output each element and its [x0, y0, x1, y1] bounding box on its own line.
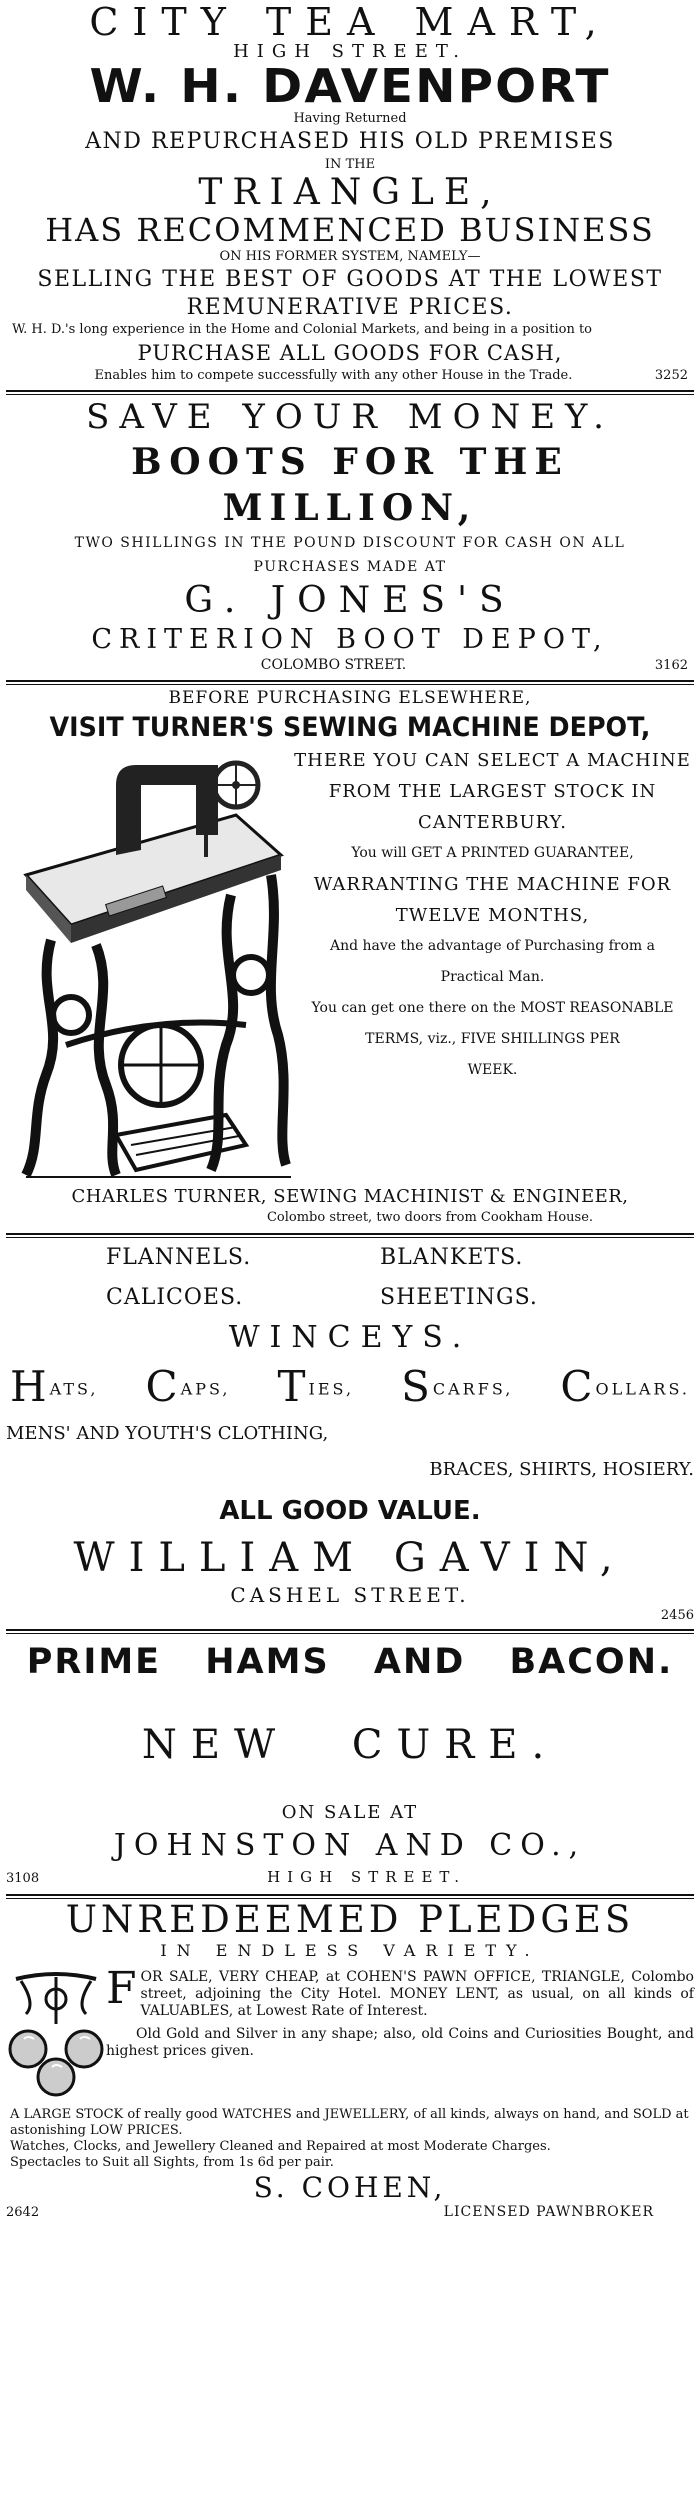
gavin-advertisement — [6, 1237, 694, 1631]
fabric-grid — [6, 1238, 694, 1318]
former-system-line: ON HIS FORMER SYSTEM, NAMELY— — [219, 249, 481, 264]
large-stock-paragraph: A LARGE STOCK of really good WATCHES and JEWELLERY, of all kinds, always on hand, and SOLD at astonishing LOW PRICES. — [10, 2107, 689, 2138]
having-returned: Having Returned — [293, 111, 407, 126]
detail-line: WARRANTING THE MACHINE FOR — [313, 874, 672, 895]
visit-turner-heading: VISIT TURNER'S SEWING MACHINE DEPOT, — [49, 712, 651, 743]
calicoes-item: CALICOES. — [106, 1285, 244, 1310]
ad-title: CITY TEA MART, — [89, 0, 611, 44]
sale-paragraph: OR SALE, VERY CHEAP, at COHEN'S PAWN OFFICE, TRIANGLE, Colombo street, adjoining the City Hotel. MONEY LENT, as usual, on all kinds of VALUABLES, at Lowest Rate of Interest. — [140, 1969, 694, 2019]
winceys-heading: WINCEYS. — [228, 1320, 472, 1355]
ad-number: 3162 — [654, 658, 688, 673]
detail-line: WEEK. — [467, 1062, 518, 1078]
recommenced-heading: HAS RECOMMENCED BUSINESS — [45, 211, 655, 249]
accessory-item: SCARFS, — [401, 1362, 514, 1411]
detail-line: You will GET A PRINTED GUARANTEE, — [351, 845, 634, 861]
turner-details — [291, 745, 694, 1185]
blankets-item: BLANKETS. — [380, 1245, 524, 1270]
boots-heading: BOOTS FOR THE MILLION, — [131, 441, 569, 529]
experience-paragraph: W. H. D.'s long experience in the Home and Colonial Markets, and being in a position to — [12, 322, 592, 337]
ad-number: 3108 — [6, 1871, 40, 1886]
unredeemed-heading: UNREDEEMED PLEDGES — [65, 1898, 635, 1941]
accessory-item: CAPS, — [145, 1362, 231, 1411]
cohen-body — [6, 1963, 694, 2099]
turner-body — [6, 745, 694, 1185]
johnston-advertisement — [6, 1633, 694, 1896]
compete-text: Enables him to compete successfully with any other House in the Trade. — [94, 368, 573, 383]
street-name: COLOMBO STREET. — [260, 657, 407, 673]
endless-variety: IN ENDLESS VARIETY. — [160, 1941, 540, 1960]
ad-number: 2642 — [6, 2205, 40, 2220]
spectacles-line: Spectacles to Suit all Sights, from 1s 6d per pair. — [10, 2155, 334, 2170]
gavin-name: WILLIAM GAVIN, — [73, 1535, 627, 1581]
detail-line: FROM THE LARGEST STOCK IN — [328, 781, 657, 802]
licensed-pawnbroker: LICENSED PAWNBROKER — [443, 2204, 654, 2220]
detail-line: You can get one there on the MOST REASONABLE — [311, 1000, 674, 1016]
gold-paragraph: Old Gold and Silver in any shape; also, old Coins and Curiosities Bought, and highest prices given. — [106, 2026, 694, 2059]
remunerative-line: REMUNERATIVE PRICES. — [186, 295, 514, 320]
discount-line-2: PURCHASES MADE AT — [253, 559, 447, 575]
discount-line-1: TWO SHILLINGS IN THE POUND DISCOUNT FOR CASH ON ALL — [74, 535, 626, 551]
street-row — [6, 657, 694, 674]
detail-line: CANTERBURY. — [418, 812, 567, 833]
prime-hams-heading: PRIME HAMS AND BACON. — [26, 1642, 674, 1682]
ad-number: 2456 — [660, 1608, 694, 1623]
detail-line: And have the advantage of Purchasing from a — [329, 938, 656, 954]
sheetings-item: SHEETINGS. — [380, 1285, 538, 1310]
detail-line: Practical Man. — [440, 969, 545, 985]
cohen-sale-text — [106, 1963, 694, 2099]
detail-line: THERE YOU CAN SELECT A MACHINE — [294, 750, 691, 771]
cohen-advertisement — [6, 1898, 694, 2220]
watches-line: Watches, Clocks, and Jewellery Cleaned and Repaired at most Moderate Charges. — [10, 2139, 551, 2154]
ad-subtitle: HIGH STREET. — [233, 41, 467, 62]
cohen-signature: S. COHEN, — [253, 2171, 447, 2204]
drop-cap: F — [106, 1963, 137, 2014]
selling-line: SELLING THE BEST OF GOODS AT THE LOWEST — [37, 267, 663, 292]
braces-line: BRACES, SHIRTS, HOSIERY. — [429, 1459, 694, 1480]
jones-name: G. JONES'S — [184, 580, 516, 621]
johnston-name: JOHNSTON AND CO., — [113, 1828, 587, 1863]
before-purchasing: BEFORE PURCHASING ELSEWHERE, — [168, 688, 532, 708]
high-street: HIGH STREET. — [267, 1868, 466, 1886]
cashel-street: CASHEL STREET. — [230, 1583, 470, 1607]
advertisements-page — [0, 2, 700, 2507]
save-money-heading: SAVE YOUR MONEY. — [86, 397, 614, 437]
accessory-item: HATS, — [10, 1362, 99, 1411]
detail-line: TERMS, viz., FIVE SHILLINGS PER — [365, 1031, 620, 1047]
accessory-item: COLLARS. — [560, 1362, 690, 1411]
turner-address: Colombo street, two doors from Cookham House. — [266, 1210, 594, 1225]
turner-advertisement — [6, 684, 694, 1235]
licensed-row — [6, 2204, 694, 2220]
sewing-machine-illustration — [6, 745, 291, 1185]
turner-signature: CHARLES TURNER, SEWING MACHINIST & ENGINEER, — [71, 1186, 629, 1207]
detail-line: TWELVE MONTHS, — [395, 905, 590, 926]
ad-number: 3252 — [654, 368, 688, 383]
purchase-cash-line: PURCHASE ALL GOODS FOR CASH, — [137, 341, 563, 365]
davenport-advertisement — [6, 2, 694, 392]
new-cure-heading: NEW CURE. — [141, 1722, 559, 1768]
good-value-heading: ALL GOOD VALUE. — [219, 1496, 481, 1526]
boot-depot-name: CRITERION BOOT DEPOT, — [91, 624, 609, 655]
compete-row — [6, 368, 694, 384]
pawnbroker-balls-icon — [6, 1969, 106, 2099]
merchant-name: W. H. DAVENPORT — [89, 59, 611, 113]
accessory-item: TIES, — [277, 1362, 355, 1411]
clothing-line: MENS' AND YOUTH'S CLOTHING, — [6, 1423, 329, 1444]
flannels-item: FLANNELS. — [106, 1245, 252, 1270]
in-the-line: IN THE — [324, 157, 376, 172]
repurchased-line: AND REPURCHASED HIS OLD PREMISES — [85, 129, 615, 154]
jones-advertisement — [6, 394, 694, 682]
on-sale-line: ON SALE AT — [281, 1802, 419, 1823]
high-street-row — [6, 1866, 694, 1888]
accessories-row — [6, 1358, 694, 1416]
triangle-heading: TRIANGLE, — [198, 172, 502, 213]
